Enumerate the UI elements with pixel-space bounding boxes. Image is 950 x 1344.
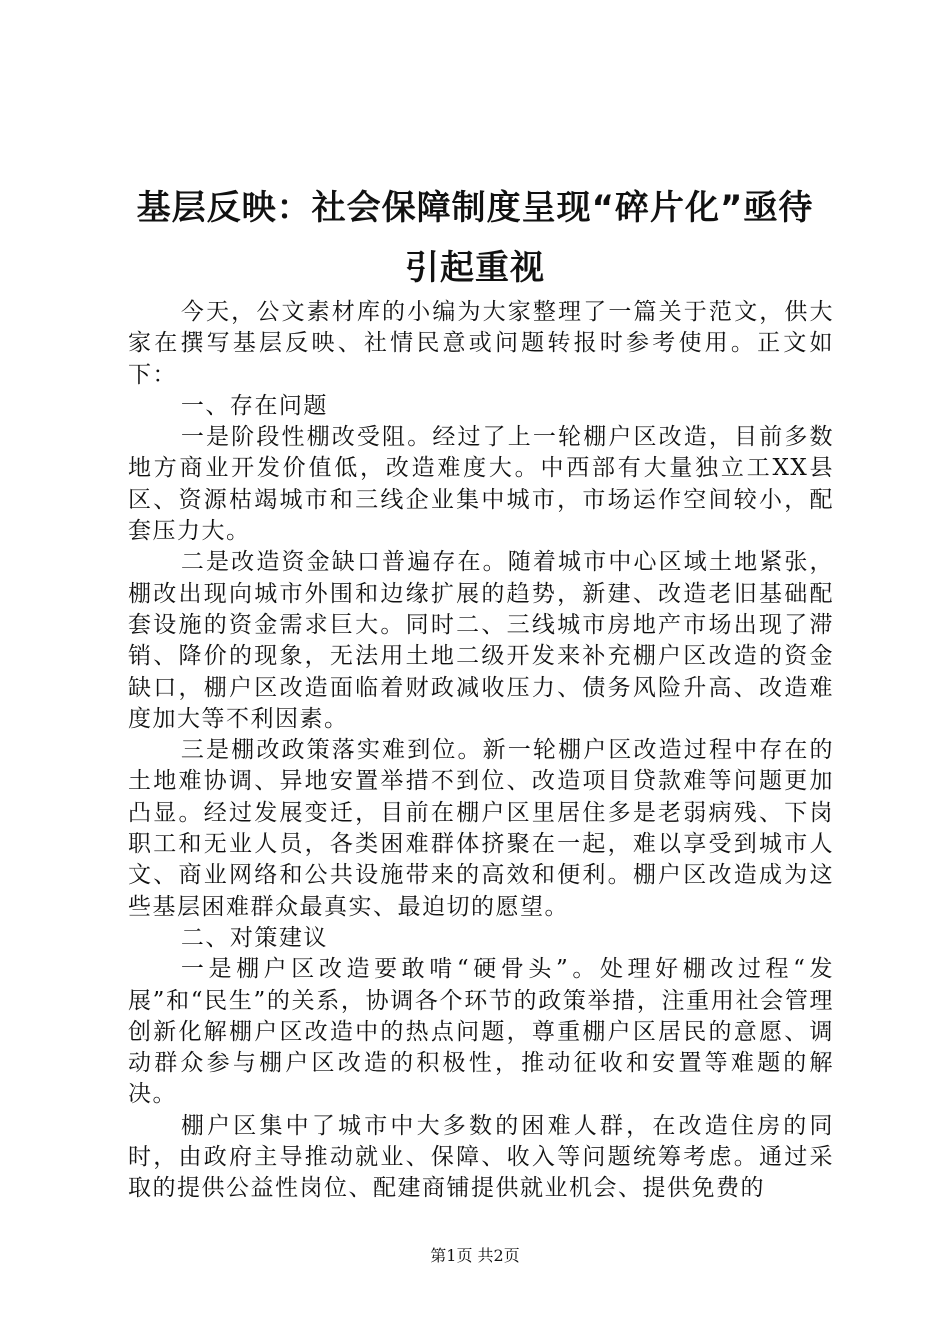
section-heading-suggestions: 二、对策建议: [180, 924, 328, 951]
document-title-line-1: 基层反映：社会保障制度呈现“碎片化”亟待: [136, 188, 814, 228]
paragraph-intro: 今天，公文素材库的小编为大家整理了一篇关于范文，供大家在撰写基层反映、社情民意或问题转报时参考使用。正文如下：: [128, 299, 834, 388]
document-body: [128, 297, 834, 1205]
document-title-line-2: 引起重视: [405, 248, 545, 288]
paragraph-suggestion-2: 棚户区集中了城市中大多数的困难人群，在改造住房的同时，由政府主导推动就业、保障、收入等问题统筹考虑。通过采取的提供公益性岗位、配建商铺提供就业机会、提供免费的: [128, 1112, 834, 1202]
section-heading-problems: 一、存在问题: [180, 392, 328, 419]
paragraph-problem-2: 二是改造资金缺口普遍存在。随着城市中心区域土地紧张，棚改出现向城市外围和边缘扩展的趋势，新建、改造老旧基础配套设施的资金需求巨大。同时二、三线城市房地产市场出现了滞销、降价的现象，无法用土地二级开发来补充棚户区改造的资金缺口，棚户区改造面临着财政减收压力、债务风险升高、改造难度加大等不利因素。: [128, 549, 834, 732]
paragraph-problem-3: 三是棚改政策落实难到位。新一轮棚户区改造过程中存在的土地难协调、异地安置举措不到位、改造项目贷款难等问题更加凸显。经过发展变迁，目前在棚户区里居住多是老弱病残、下岗职工和无业人员，各类困难群体挤聚在一起，难以享受到城市人文、商业网络和公共设施带来的高效和便利。棚户区改造成为这些基层困难群众最真实、最迫切的愿望。: [128, 737, 834, 920]
paragraph-problem-1: 一是阶段性棚改受阻。经过了上一轮棚户区改造，目前多数地方商业开发价值低，改造难度大。中西部有大量独立工XX县区、资源枯竭城市和三线企业集中城市，市场运作空间较小，配套压力大。: [128, 424, 834, 545]
paragraph-suggestion-1: 一是棚户区改造要敢啃“硬骨头”。处理好棚改过程“发展”和“民生”的关系，协调各个环节的政策举措，注重用社会管理创新化解棚户区改造中的热点问题，尊重棚户区居民的意愿、调动群众参与棚户区改造的积极性，推动征收和安置等难题的解决。: [128, 956, 834, 1108]
page-footer: 第1页 共2页: [430, 1246, 520, 1265]
